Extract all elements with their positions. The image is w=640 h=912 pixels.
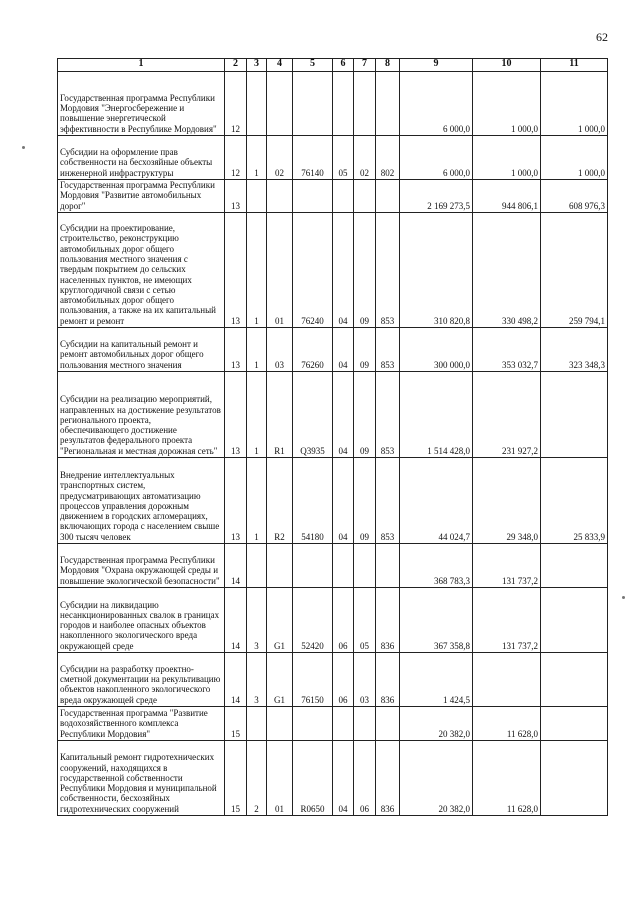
- cell-direction: 52420: [293, 588, 333, 653]
- cell-subprogram: [247, 72, 267, 136]
- cell-expense-type: 853: [376, 213, 400, 328]
- row-name: Субсидии на реализацию мероприятий, направленных на достижение результатов регионального проекта, обеспечивающего достижение результатов федерального проекта "Региональная и местная дорожная сеть": [58, 372, 225, 458]
- cell-direction: 76240: [293, 213, 333, 328]
- cell-activity: [267, 180, 293, 213]
- cell-amount-col9: 20 382,0: [400, 741, 473, 816]
- cell-amount-col11: [541, 741, 608, 816]
- cell-amount-col11: 1 000,0: [541, 136, 608, 180]
- cell-expense-type: 836: [376, 741, 400, 816]
- cell-amount-col10: 11 628,0: [473, 741, 541, 816]
- table-row: [58, 328, 608, 372]
- cell-expense-type: 836: [376, 588, 400, 653]
- cell-activity: 03: [267, 328, 293, 372]
- row-name: Государственная программа Республики Мордовия "Развитие автомобильных дорог": [58, 180, 225, 213]
- cell-subsection: 05: [354, 588, 376, 653]
- table-row: [58, 741, 608, 816]
- row-name: Субсидии на оформление прав собственности на бесхозяйные объекты инженерной инфраструктуры: [58, 136, 225, 180]
- cell-expense-type: 836: [376, 653, 400, 707]
- cell-expense-type: [376, 72, 400, 136]
- cell-subsection: 09: [354, 372, 376, 458]
- cell-program: 13: [225, 372, 247, 458]
- table-row: [58, 544, 608, 588]
- cell-subprogram: [247, 180, 267, 213]
- cell-subsection: 06: [354, 741, 376, 816]
- cell-amount-col11: 259 794,1: [541, 213, 608, 328]
- scan-dot: [22, 146, 25, 149]
- cell-subprogram: 1: [247, 458, 267, 544]
- cell-section: [333, 707, 354, 741]
- cell-subprogram: 2: [247, 741, 267, 816]
- column-header: 3: [247, 59, 267, 72]
- cell-amount-col10: 944 806,1: [473, 180, 541, 213]
- cell-subprogram: 1: [247, 136, 267, 180]
- cell-subprogram: [247, 707, 267, 741]
- column-header: 5: [293, 59, 333, 72]
- cell-amount-col11: [541, 707, 608, 741]
- cell-direction: [293, 544, 333, 588]
- cell-direction: 76260: [293, 328, 333, 372]
- cell-amount-col10: 1 000,0: [473, 136, 541, 180]
- cell-amount-col11: [541, 372, 608, 458]
- cell-section: 04: [333, 741, 354, 816]
- cell-program: 15: [225, 707, 247, 741]
- table-header-row: [58, 59, 608, 72]
- cell-section: 06: [333, 588, 354, 653]
- table-row: [58, 653, 608, 707]
- table-row: [58, 72, 608, 136]
- cell-subsection: 02: [354, 136, 376, 180]
- cell-activity: G1: [267, 588, 293, 653]
- cell-program: 15: [225, 741, 247, 816]
- table-row: [58, 136, 608, 180]
- cell-direction: [293, 707, 333, 741]
- cell-subsection: 03: [354, 653, 376, 707]
- cell-section: 04: [333, 458, 354, 544]
- cell-amount-col11: 25 833,9: [541, 458, 608, 544]
- cell-section: [333, 544, 354, 588]
- cell-program: 14: [225, 588, 247, 653]
- cell-amount-col10: 231 927,2: [473, 372, 541, 458]
- cell-expense-type: 853: [376, 458, 400, 544]
- cell-expense-type: [376, 180, 400, 213]
- cell-amount-col11: [541, 544, 608, 588]
- cell-activity: [267, 707, 293, 741]
- cell-section: [333, 72, 354, 136]
- cell-expense-type: 853: [376, 328, 400, 372]
- column-header: 2: [225, 59, 247, 72]
- row-name: Субсидии на проектирование, строительство, реконструкцию автомобильных дорог общего пользования местного значения с твердым покрытием до сельских населенных пунктов, не имеющих круглогодичной связи с сетью автомобильных дорог общего пользования, а также на их капитальный ремонт и ремонт: [58, 213, 225, 328]
- cell-subsection: [354, 707, 376, 741]
- cell-amount-col9: 6 000,0: [400, 136, 473, 180]
- cell-subprogram: [247, 544, 267, 588]
- cell-section: 04: [333, 328, 354, 372]
- cell-subprogram: 1: [247, 372, 267, 458]
- cell-activity: R1: [267, 372, 293, 458]
- cell-program: 13: [225, 213, 247, 328]
- cell-expense-type: [376, 544, 400, 588]
- table-row: [58, 588, 608, 653]
- cell-direction: 76140: [293, 136, 333, 180]
- cell-section: 04: [333, 372, 354, 458]
- column-header: 7: [354, 59, 376, 72]
- cell-program: 12: [225, 72, 247, 136]
- cell-direction: [293, 72, 333, 136]
- row-name: Капитальный ремонт гидротехнических сооружений, находящихся в государственной собственности Республики Мордовия и муниципальной собственности, бесхозяйных гидротехнических сооружений: [58, 741, 225, 816]
- cell-program: 13: [225, 180, 247, 213]
- cell-section: 04: [333, 213, 354, 328]
- cell-amount-col9: 20 382,0: [400, 707, 473, 741]
- cell-amount-col10: 11 628,0: [473, 707, 541, 741]
- cell-amount-col10: 131 737,2: [473, 544, 541, 588]
- cell-subprogram: 3: [247, 588, 267, 653]
- cell-expense-type: [376, 707, 400, 741]
- cell-program: 12: [225, 136, 247, 180]
- cell-amount-col10: [473, 653, 541, 707]
- cell-subsection: [354, 72, 376, 136]
- budget-table: [57, 58, 608, 816]
- table-row: [58, 458, 608, 544]
- cell-amount-col9: 1 424,5: [400, 653, 473, 707]
- cell-amount-col10: 29 348,0: [473, 458, 541, 544]
- cell-direction: Q3935: [293, 372, 333, 458]
- cell-program: 13: [225, 328, 247, 372]
- cell-subsection: 09: [354, 328, 376, 372]
- cell-amount-col9: 368 783,3: [400, 544, 473, 588]
- table-row: [58, 180, 608, 213]
- cell-activity: [267, 72, 293, 136]
- cell-amount-col9: 1 514 428,0: [400, 372, 473, 458]
- column-header: 10: [473, 59, 541, 72]
- cell-subsection: [354, 180, 376, 213]
- cell-program: 14: [225, 544, 247, 588]
- row-name: Государственная программа Республики Мордовия "Энергосбережение и повышение энергетической эффективности в Республике Мордовия": [58, 72, 225, 136]
- cell-section: 06: [333, 653, 354, 707]
- column-header: 1: [58, 59, 225, 72]
- cell-activity: 01: [267, 213, 293, 328]
- row-name: Государственная программа Республики Мордовия "Охрана окружающей среды и повышение экологической безопасности": [58, 544, 225, 588]
- cell-activity: R2: [267, 458, 293, 544]
- cell-amount-col9: 6 000,0: [400, 72, 473, 136]
- cell-subprogram: 3: [247, 653, 267, 707]
- cell-amount-col10: 131 737,2: [473, 588, 541, 653]
- cell-direction: [293, 180, 333, 213]
- cell-activity: [267, 544, 293, 588]
- cell-amount-col11: 323 348,3: [541, 328, 608, 372]
- cell-amount-col10: 1 000,0: [473, 72, 541, 136]
- cell-subprogram: 1: [247, 213, 267, 328]
- cell-amount-col10: 330 498,2: [473, 213, 541, 328]
- cell-subsection: 09: [354, 458, 376, 544]
- cell-direction: 76150: [293, 653, 333, 707]
- row-name: Субсидии на разработку проектно-сметной документации на рекультивацию объектов накопленного экологического вреда окружающей среде: [58, 653, 225, 707]
- cell-program: 13: [225, 458, 247, 544]
- column-header: 11: [541, 59, 608, 72]
- cell-subprogram: 1: [247, 328, 267, 372]
- cell-amount-col11: 1 000,0: [541, 72, 608, 136]
- cell-amount-col11: 608 976,3: [541, 180, 608, 213]
- cell-amount-col9: 310 820,8: [400, 213, 473, 328]
- cell-amount-col11: [541, 653, 608, 707]
- row-name: Внедрение интеллектуальных транспортных систем, предусматривающих автоматизацию процессов управления дорожным движением в городских агломерациях, включающих города с населением свыше 300 тысяч человек: [58, 458, 225, 544]
- column-header: 4: [267, 59, 293, 72]
- cell-subsection: [354, 544, 376, 588]
- column-header: 9: [400, 59, 473, 72]
- cell-expense-type: 853: [376, 372, 400, 458]
- table-row: [58, 372, 608, 458]
- row-name: Субсидии на капитальный ремонт и ремонт автомобильных дорог общего пользования местного значения: [58, 328, 225, 372]
- cell-activity: 02: [267, 136, 293, 180]
- cell-direction: R0650: [293, 741, 333, 816]
- cell-subsection: 09: [354, 213, 376, 328]
- cell-amount-col9: 44 024,7: [400, 458, 473, 544]
- scan-dot: [622, 596, 625, 599]
- cell-activity: G1: [267, 653, 293, 707]
- page-number: 62: [596, 30, 608, 44]
- cell-amount-col9: 300 000,0: [400, 328, 473, 372]
- cell-direction: 54180: [293, 458, 333, 544]
- row-name: Субсидии на ликвидацию несанкционированных свалок в границах городов и наиболее опасных объектов накопленного экологического вреда окружающей среде: [58, 588, 225, 653]
- cell-section: [333, 180, 354, 213]
- table-row: [58, 213, 608, 328]
- cell-program: 14: [225, 653, 247, 707]
- cell-amount-col11: [541, 588, 608, 653]
- column-header: 8: [376, 59, 400, 72]
- row-name: Государственная программа "Развитие водохозяйственного комплекса Республики Мордовия": [58, 707, 225, 741]
- cell-amount-col9: 2 169 273,5: [400, 180, 473, 213]
- cell-expense-type: 802: [376, 136, 400, 180]
- cell-amount-col9: 367 358,8: [400, 588, 473, 653]
- cell-activity: 01: [267, 741, 293, 816]
- cell-section: 05: [333, 136, 354, 180]
- cell-amount-col10: 353 032,7: [473, 328, 541, 372]
- table-row: [58, 707, 608, 741]
- column-header: 6: [333, 59, 354, 72]
